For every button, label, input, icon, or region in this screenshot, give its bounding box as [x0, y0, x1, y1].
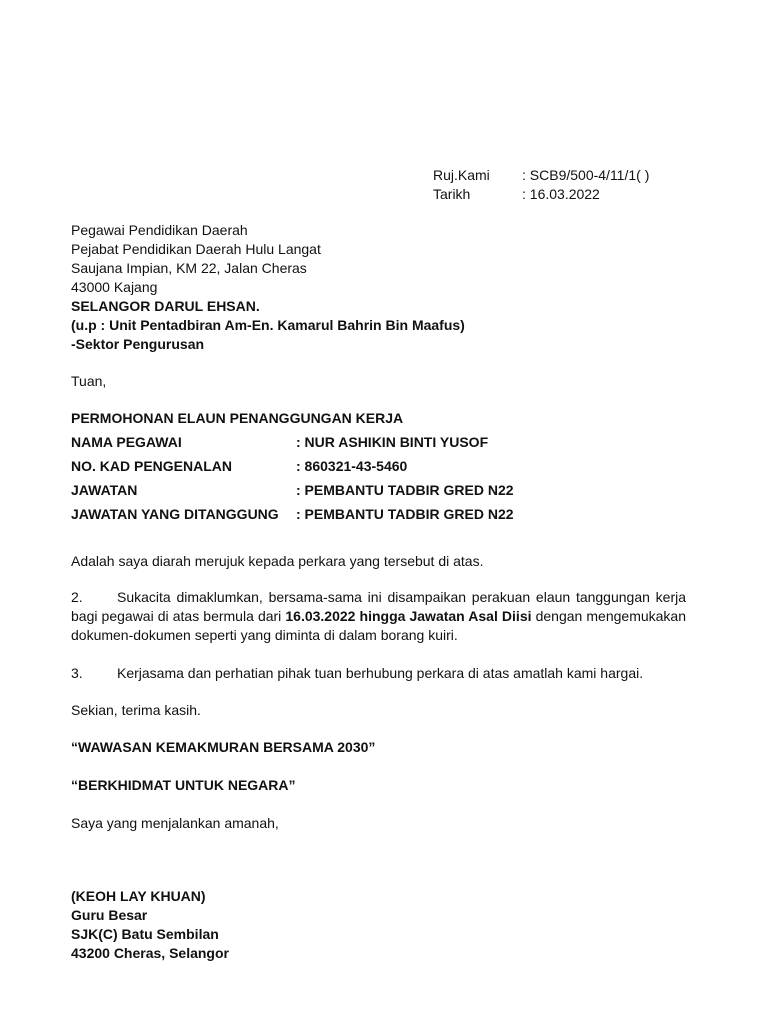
address-sector: -Sektor Pengurusan	[71, 336, 205, 352]
paragraph-text: dengan mengemukakan dokumen-dokumen seperti yang diminta di dalam borang kuiri.	[71, 608, 686, 643]
paragraph-text: Sukacita dimaklumkan, bersama-sama ini disampaikan perakuan elaun tanggungan kerja bagi pegawai di atas bermula dari	[71, 589, 686, 624]
signatory-address: 43200 Cheras, Selangor	[71, 945, 229, 961]
address-line: 43000 Kajang	[71, 279, 158, 295]
date-value: : 16.03.2022	[522, 186, 600, 202]
signatory-school: SJK(C) Batu Sembilan	[71, 926, 219, 942]
paragraph-bold-text: 16.03.2022 hingga Jawatan Asal Diisi	[285, 608, 532, 624]
subject-title: PERMOHONAN ELAUN PENANGGUNGAN KERJA	[71, 410, 404, 426]
signatory-name: (KEOH LAY KHUAN)	[71, 888, 206, 904]
address-state: SELANGOR DARUL EHSAN.	[71, 298, 260, 314]
detail-label: JAWATAN YANG DITANGGUNG	[71, 506, 279, 522]
amanah-text: Saya yang menjalankan amanah,	[71, 815, 279, 831]
detail-value: : PEMBANTU TADBIR GRED N22	[296, 482, 514, 498]
signatory-title: Guru Besar	[71, 907, 148, 923]
address-line: Pejabat Pendidikan Daerah Hulu Langat	[71, 241, 321, 257]
detail-label: NO. KAD PENGENALAN	[71, 458, 233, 474]
address-attention: (u.p : Unit Pentadbiran Am-En. Kamarul Bahrin Bin Maafus)	[71, 317, 465, 333]
paragraph-2	[71, 588, 686, 645]
paragraph-number: 3.	[71, 665, 83, 681]
address-line: Saujana Impian, KM 22, Jalan Cheras	[71, 260, 307, 276]
paragraph-3	[71, 664, 686, 683]
ref-value: : SCB9/500-4/11/1( )	[522, 167, 650, 183]
recipient-address	[71, 221, 686, 354]
signatory-block	[71, 887, 686, 963]
detail-label: NAMA PEGAWAI	[71, 434, 182, 450]
detail-row	[71, 481, 686, 505]
detail-value: : NUR ASHIKIN BINTI YUSOF	[296, 434, 489, 450]
date-label: Tarikh	[433, 186, 471, 202]
slogan-berkhidmat: “BERKHIDMAT UNTUK NEGARA”	[71, 777, 296, 793]
subject-block	[71, 409, 686, 529]
detail-row	[71, 457, 686, 481]
salutation: Tuan,	[71, 373, 107, 389]
address-line: Pegawai Pendidikan Daerah	[71, 222, 248, 238]
detail-value: : PEMBANTU TADBIR GRED N22	[296, 506, 514, 522]
paragraph-1: Adalah saya diarah merujuk kepada perkara yang tersebut di atas.	[71, 553, 484, 569]
reference-block	[433, 166, 649, 204]
paragraph-text: Kerjasama dan perhatian pihak tuan berhubung perkara di atas amatlah kami hargai.	[117, 665, 644, 681]
paragraph-number: 2.	[71, 589, 83, 605]
slogan-wawasan: “WAWASAN KEMAKMURAN BERSAMA 2030”	[71, 739, 376, 755]
ref-row-tarikh	[433, 185, 649, 204]
detail-value: : 860321-43-5460	[296, 458, 408, 474]
closing-text: Sekian, terima kasih.	[71, 702, 201, 718]
ref-label: Ruj.Kami	[433, 167, 490, 183]
detail-row	[71, 433, 686, 457]
ref-row-ruj	[433, 166, 649, 185]
detail-row	[71, 505, 686, 529]
detail-label: JAWATAN	[71, 482, 138, 498]
